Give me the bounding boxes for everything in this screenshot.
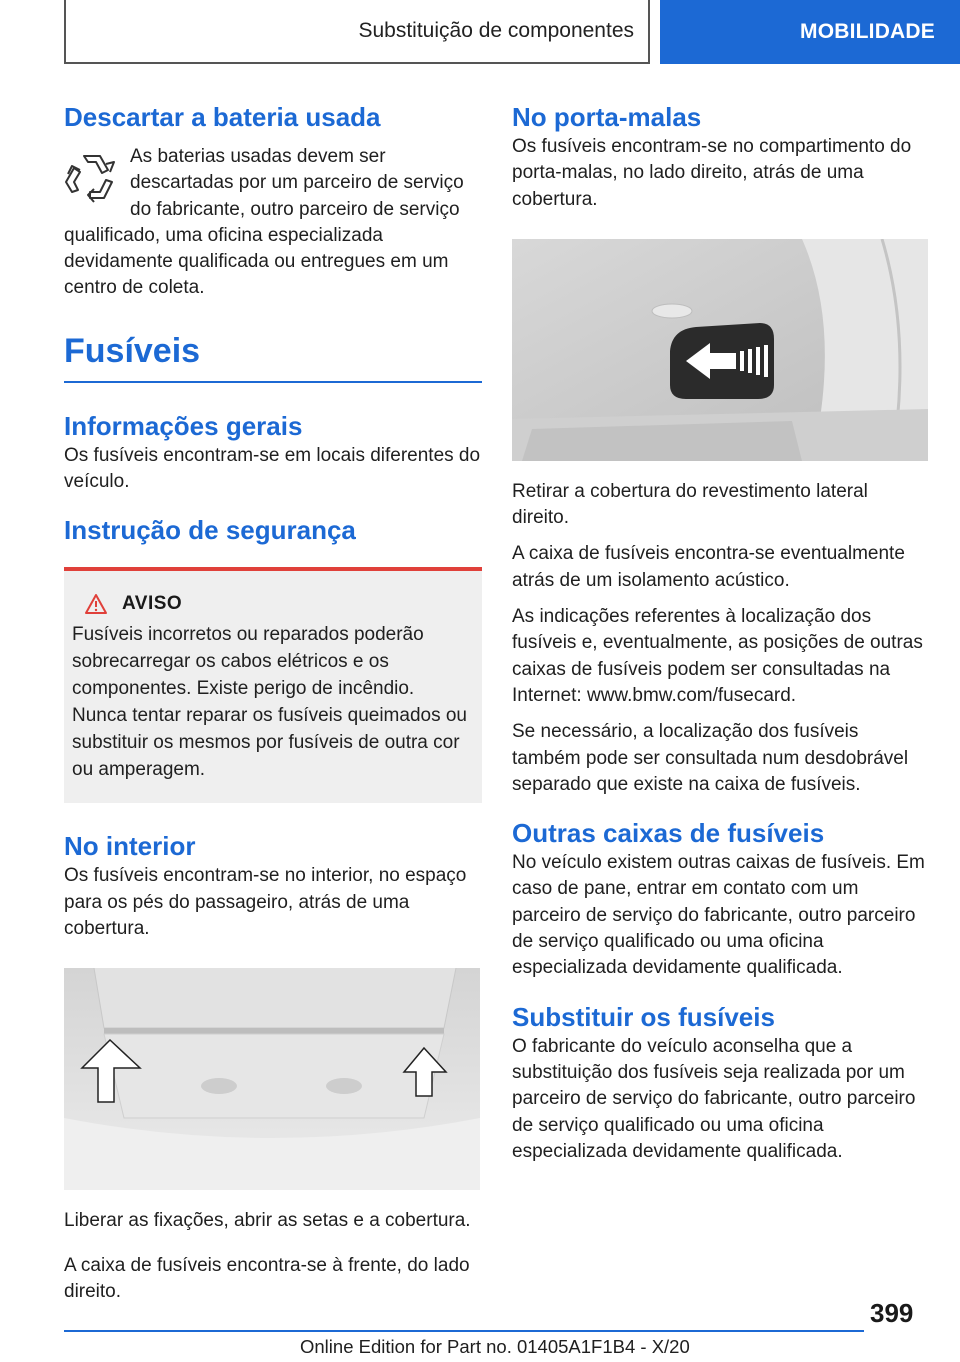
interior-title: No interior — [64, 831, 196, 862]
trunk-text2: A caixa de fusíveis encontra-se eventualmente atrás de um isolamento acústico. — [512, 543, 905, 591]
chapter-title: Fusíveis — [64, 332, 482, 383]
warning-box — [64, 567, 482, 803]
replace-title: Substituir os fusíveis — [512, 1001, 775, 1032]
warning-triangle-icon — [84, 593, 108, 615]
chapter-tab: MOBILIDADE — [660, 0, 960, 64]
other-boxes-text: No veículo existem outras caixas de fusíveis. Em caso de pane, entrar em contato com um parceiro de serviço do fabricante, outro parceiro de serviço qualificado ou uma oficina especializada devidamente qualificada. — [512, 852, 925, 979]
footer-divider — [64, 1330, 864, 1332]
battery-section — [64, 144, 482, 302]
interior-caption: Liberar as fixações, abrir as setas e a cobertura. — [64, 1210, 471, 1232]
warning-text: Fusíveis incorretos ou reparados poderão sobrecarregar os cabos elétricos e os componentes. Existe perigo de incêndio. Nunca tentar reparar os fusíveis queimados ou substituir os mesmos por fusíveis de outra cor ou amperagem. — [72, 624, 467, 781]
general-text: Os fusíveis encontram-se em locais diferentes do veículo. — [64, 444, 481, 493]
trunk-text4: Se necessário, a localização dos fusíveis também pode ser consultada num desdobrável separado que existe na caixa de fusíveis. — [512, 721, 909, 795]
battery-text: As baterias usadas devem ser descartadas por um parceiro de serviço do fabricante, outro parceiro de serviço qualificado, uma oficina especializada devidamente qualificada ou entregues em um centro de coleta. — [64, 146, 464, 299]
general-title: Informações gerais — [64, 410, 303, 441]
other-boxes-title: Outras caixas de fusíveis — [512, 818, 825, 849]
interior-fuse-cover-image — [64, 968, 480, 1190]
trunk-text: Os fusíveis encontram-se no compartimento do porta-malas, no lado direito, atrás de uma cobertura. — [512, 136, 912, 210]
footer-edition: Online Edition for Part no. 01405A1F1B4 - X/20 — [300, 1336, 690, 1357]
trunk-text3: As indicações referentes à localização dos fusíveis e, eventualmente, as posições de outras caixas de fusíveis podem ser consultadas na Internet: www.bmw.com/fusecard. — [512, 606, 923, 706]
section-title: Substituição de componentes — [64, 0, 650, 64]
safety-title: Instrução de segurança — [64, 515, 356, 546]
recycle-icon — [62, 148, 122, 210]
page-number: 399 — [870, 1298, 914, 1328]
page-header — [0, 0, 960, 66]
battery-title: Descartar a bateria usada — [64, 102, 381, 132]
replace-text: O fabricante do veículo aconselha que a substituição dos fusíveis seja realizada por um parceiro de serviço do fabricante, outro parceiro de serviço qualificado ou uma oficina especializada devidamente qualificada. — [512, 1035, 916, 1162]
left-column — [64, 100, 482, 1305]
warning-label: AVISO — [122, 593, 183, 615]
trunk-title: No porta-malas — [512, 102, 702, 132]
interior-text: Os fusíveis encontram-se no interior, no espaço para os pés do passageiro, atrás de uma cobertura. — [64, 865, 467, 939]
interior-text2: A caixa de fusíveis encontra-se à frente, do lado direito. — [64, 1254, 470, 1302]
trunk-caption: Retirar a cobertura do revestimento lateral direito. — [512, 480, 868, 529]
trunk-fuse-cover-image — [512, 239, 928, 461]
right-column — [512, 100, 930, 1165]
